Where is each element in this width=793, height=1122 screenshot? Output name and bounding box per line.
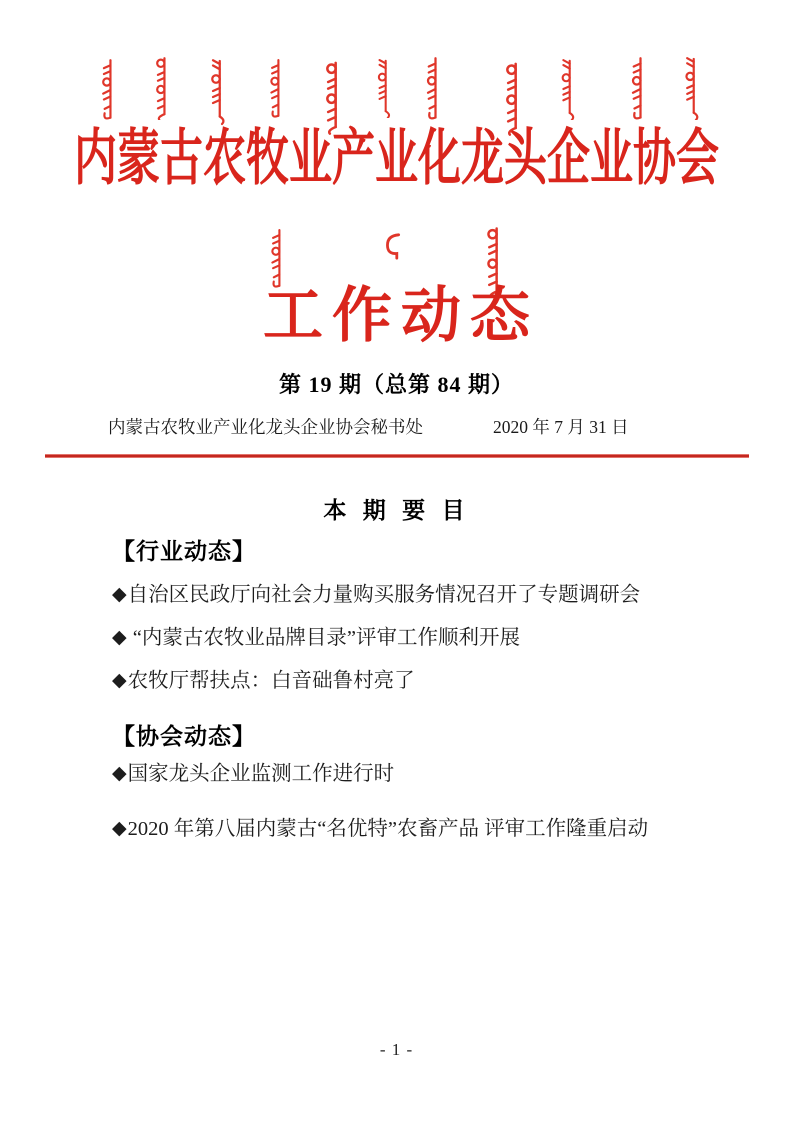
toc-item [112, 666, 696, 696]
diamond-bullet-icon: ◆ [112, 583, 127, 605]
toc-section-industry-label: 【行业动态】 [112, 538, 256, 564]
toc-item [112, 623, 696, 653]
toc-item [112, 806, 696, 853]
toc-item [112, 759, 696, 789]
publisher-line [108, 414, 708, 439]
publisher-name: 内蒙古农牧业产业化龙头企业协会秘书处 [108, 417, 423, 437]
page-number: - 1 - [379, 1040, 414, 1059]
toc-item-text: 农牧厅帮扶点：白音础鲁村亮了 [127, 670, 415, 692]
masthead-divider-rule [45, 454, 749, 458]
diamond-bullet-icon: ◆ [112, 762, 127, 784]
toc-item-text: 国家龙头企业监测工作进行时 [127, 763, 395, 785]
toc-item-text: 自治区民政厅向社会力量购买服务情况召开了专题调研会 [127, 584, 641, 606]
toc-item-text: “内蒙古农牧业品牌目录”评审工作顺利开展 [127, 627, 520, 649]
diamond-bullet-icon: ◆ [112, 626, 127, 648]
newsletter-title: 工作动态 [263, 283, 539, 349]
toc-item-text: 2020 年第八届内蒙古“名优特”农畜产品 评审工作隆重启动 [127, 818, 649, 840]
organization-title: 内蒙古农牧业产业化龙头企业协会 [74, 126, 719, 193]
diamond-bullet-icon: ◆ [112, 817, 127, 839]
toc-section-association-label: 【协会动态】 [112, 723, 256, 749]
toc-heading: 本 期 要 目 [323, 497, 470, 523]
toc-item [112, 580, 696, 610]
publication-date: 2020 年 7 月 31 日 [493, 417, 629, 437]
diamond-bullet-icon: ◆ [112, 669, 127, 691]
issue-number: 第 19 期（总第 84 期） [278, 372, 514, 397]
